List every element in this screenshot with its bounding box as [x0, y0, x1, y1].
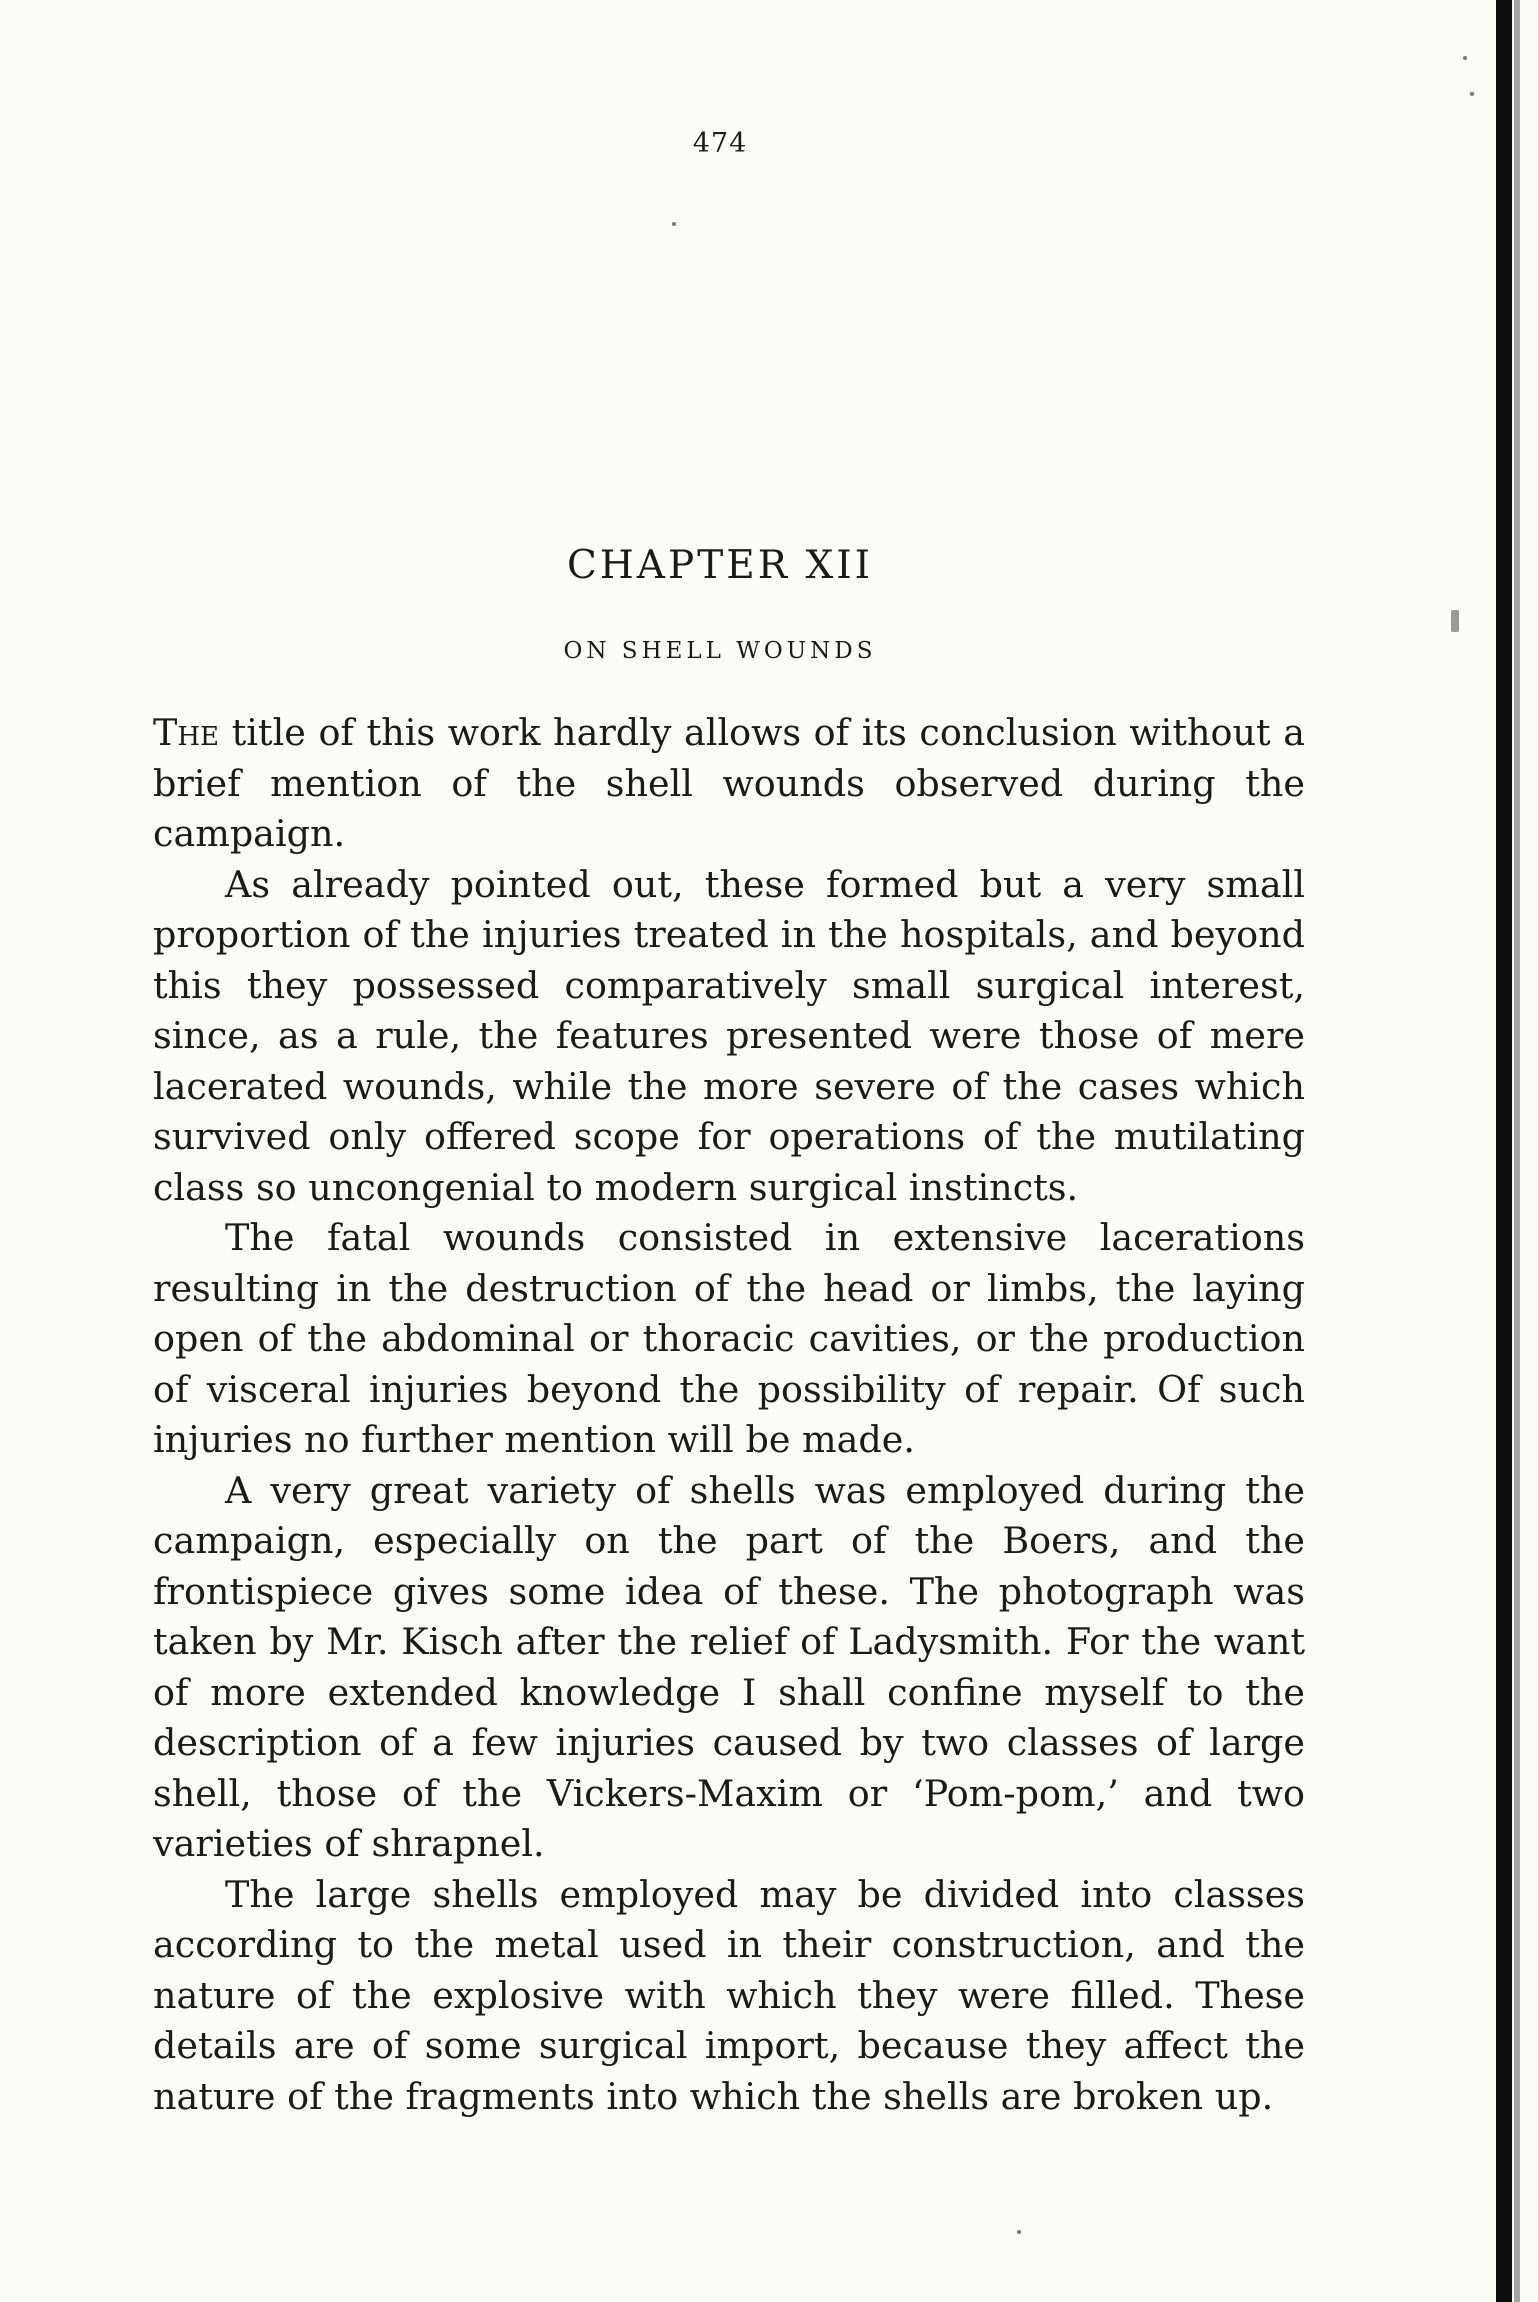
scan-speck [1017, 2230, 1021, 2234]
paragraph-lead-word: The [153, 711, 219, 754]
paragraph-4: A very great variety of shells was employed during the campaign, especially on the part of the Boers, and the frontispiece gives some idea of these. The photograph was taken by Mr. Kisch after the relief of Ladysmith. For the want of more extended knowledge I shall confine myself to the description of a few injuries caused by two classes of large shell, those of the Vickers-Maxim or ‘Pom-pom,’ and two varieties of shrapnel. [153, 1468, 1305, 1865]
scan-binding-edge [1496, 0, 1512, 2302]
scan-speck [1470, 92, 1474, 96]
scan-speck [672, 222, 676, 226]
scan-binding-shadow [1514, 0, 1520, 2302]
paragraph-2: As already pointed out, these formed but a very small proportion of the injuries treated in the hospitals, and beyond this they possessed comparatively small surgical interest, since, as a rule, the features presented were those of mere lacerated wounds, while the more severe of the cases which survived only offered scope for operations of the mutilating class so uncongenial to modern surgical instincts. [153, 862, 1305, 1209]
scan-speck [1451, 610, 1459, 632]
chapter-subtitle: ON SHELL WOUNDS [563, 638, 877, 664]
scan-speck [1463, 56, 1467, 60]
page-number: 474 [692, 128, 748, 159]
paragraph-1-text: title of this work hardly allows of its conclusion without a brief mention of the shell wounds observed during the campaign. [153, 711, 1305, 855]
paragraph-3: The fatal wounds consisted in extensive lacerations resulting in the destruction of the head or limbs, the laying open of the abdominal or thoracic cavities, or the production of visceral injuries beyond the possibility of repair. Of such injuries no further mention will be made. [153, 1216, 1305, 1461]
paragraph-1 [153, 708, 1305, 860]
body-text [153, 708, 1305, 2122]
chapter-title: CHAPTER XII [566, 543, 874, 588]
paragraph-5: The large shells employed may be divided into classes according to the metal used in their construction, and the nature of the explosive with which they were filled. These details are of some surgical import, because they affect the nature of the fragments into which the shells are broken up. [153, 1872, 1305, 2118]
